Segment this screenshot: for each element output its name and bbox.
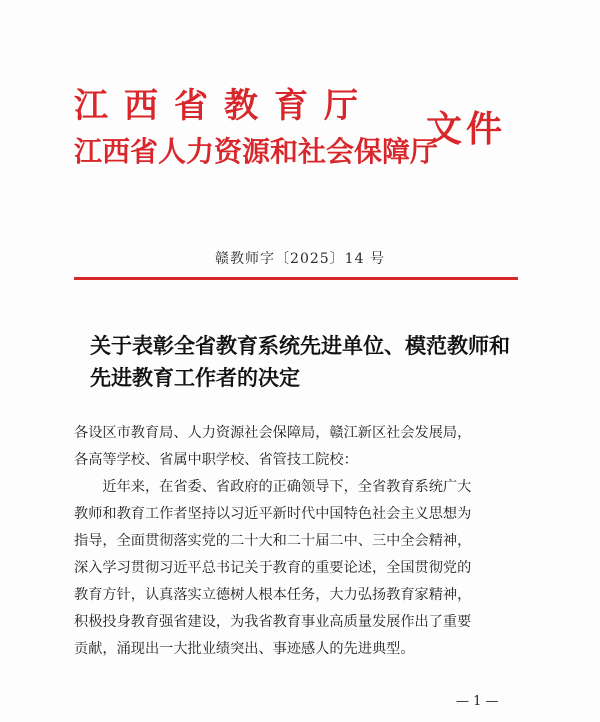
red-divider-line bbox=[74, 277, 518, 280]
document-number: 赣教师字〔2025〕14 号 bbox=[215, 251, 385, 267]
issuing-org-1: 江西省教育厅 bbox=[74, 86, 374, 126]
paragraph-line: 深入学习贯彻习近平总书记关于教育的重要论述，全国贯彻党的 bbox=[74, 560, 472, 576]
page-number: — 1 — bbox=[456, 694, 499, 709]
paragraph-line: 积极投身教育强省建设，为我省教育事业高质量发展作出了重要 bbox=[74, 614, 472, 630]
document-title bbox=[90, 330, 530, 394]
document-type-label: 文件 bbox=[426, 109, 507, 150]
addressee-line-1: 各设区市教育局、人力资源社会保障局，赣江新区社会发展局， bbox=[74, 425, 472, 441]
paragraph-line: 指导，全面贯彻落实党的二十大和二十届二中、三中全会精神， bbox=[74, 533, 472, 549]
addressee bbox=[74, 420, 534, 474]
issuing-org-2: 江西省人力资源和社会保障厅 bbox=[74, 135, 439, 168]
paragraph-line: 近年来，在省委、省政府的正确领导下，全省教育系统广大 bbox=[102, 479, 472, 495]
body-paragraph bbox=[74, 474, 534, 663]
paragraph-line: 教师和教育工作者坚持以习近平新时代中国特色社会主义思想为 bbox=[74, 506, 472, 522]
paragraph-line: 教育方针，认真落实立德树人根本任务，大力弘扬教育家精神， bbox=[74, 587, 472, 603]
title-line-2: 先进教育工作者的决定 bbox=[90, 366, 300, 390]
paragraph-line: 贡献，涌现出一大批业绩突出、事迹感人的先进典型。 bbox=[74, 641, 415, 657]
addressee-line-2: 各高等学校、省属中职学校、省管技工院校： bbox=[74, 452, 358, 468]
title-line-1: 关于表彰全省教育系统先进单位、模范教师和 bbox=[90, 334, 510, 358]
document-body bbox=[74, 420, 534, 663]
